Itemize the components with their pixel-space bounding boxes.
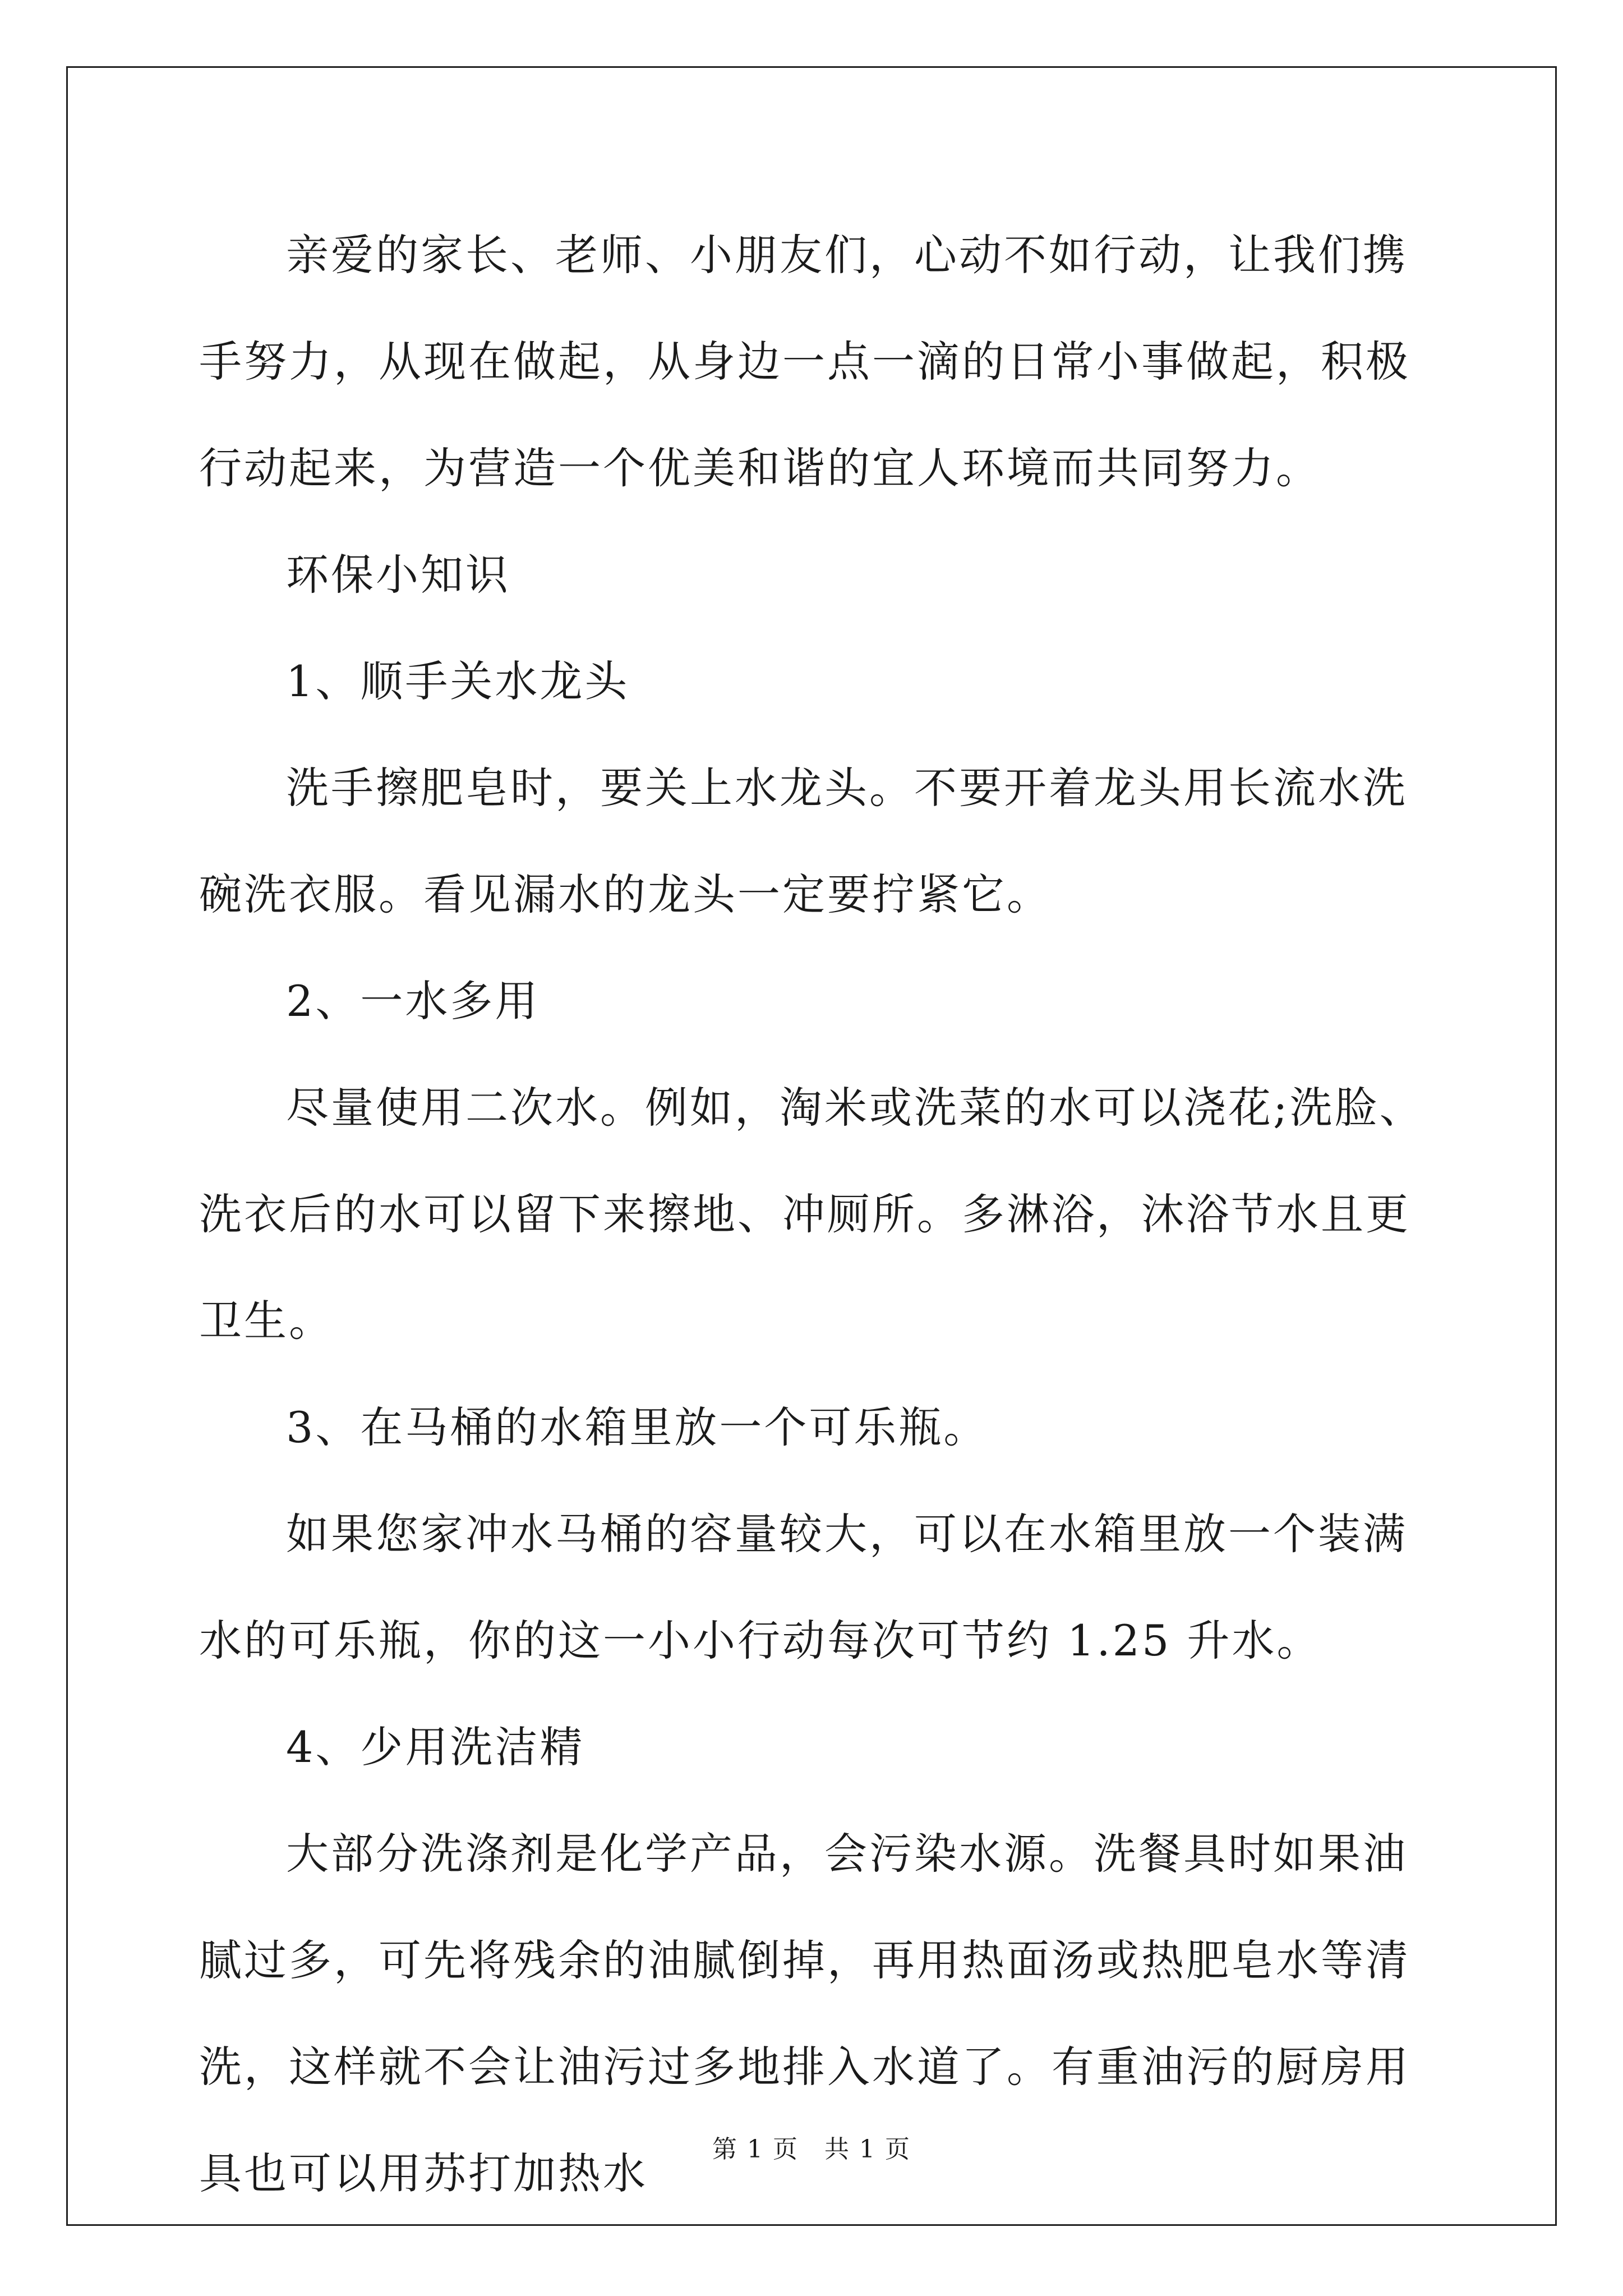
tip-body-3: 如果您家冲水马桶的容量较大，可以在水箱里放一个装满水的可乐瓶，你的这一小小行动每次可节约 1.25 升水。 [199, 1509, 1408, 1665]
document-body [199, 202, 1433, 2227]
section-heading: 环保小知识 [286, 550, 510, 600]
tip-body-2: 尽量使用二次水。例如，淘米或洗菜的水可以浇花;洗脸、洗衣后的水可以留下来擦地、冲厕所。多淋浴，沐浴节水且更卫生。 [199, 1083, 1424, 1346]
tip-heading-3: 3、在马桶的水箱里放一个可乐瓶。 [286, 1402, 989, 1452]
tip-body-4: 大部分洗涤剂是化学产品，会污染水源。洗餐具时如果油腻过多，可先将残余的油腻倒掉，再用热面汤或热肥皂水等清洗，这样就不会让油污过多地排入水道了。有重油污的厨房用具也可以用苏打加热水 [199, 1829, 1410, 2198]
tip-heading-1: 1、顺手关水龙头 [286, 656, 630, 706]
tip-body-1: 洗手擦肥皂时，要关上水龙头。不要开着龙头用长流水洗碗洗衣服。看见漏水的龙头一定要拧紧它。 [199, 763, 1408, 919]
paragraph-call-to-action: 亲爱的家长、老师、小朋友们，心动不如行动，让我们携手努力，从现在做起，从身边一点一滴的日常小事做起，积极行动起来，为营造一个优美和谐的宜人环境而共同努力。 [199, 230, 1410, 493]
tip-heading-4: 4、少用洗洁精 [286, 1722, 585, 1772]
tip-heading-2: 2、一水多用 [286, 976, 540, 1026]
page-footer: 第 1 页 共 1 页 [712, 2135, 911, 2164]
